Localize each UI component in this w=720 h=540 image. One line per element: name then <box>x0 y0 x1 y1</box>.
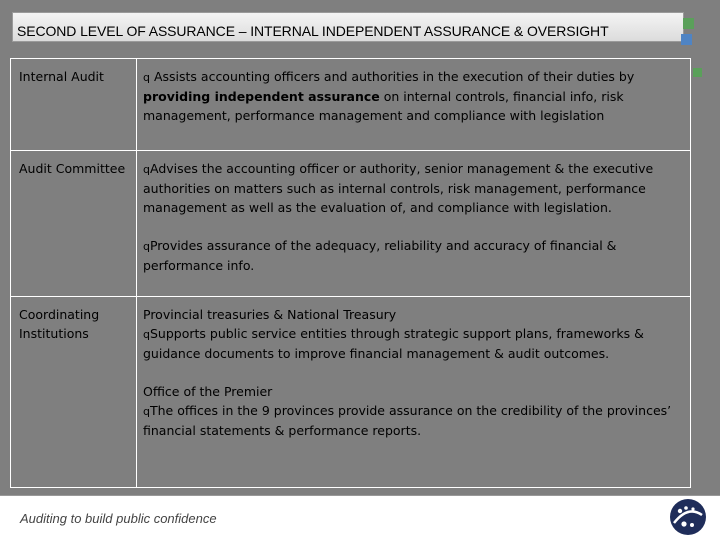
paragraph-text: Advises the accounting officer or authority, senior management & the executive authorities on matters such as internal controls, risk management, performance management as well as the evaluation of, and compliance with legislation. <box>143 161 654 215</box>
checkbox-bullet-icon: q <box>143 405 150 418</box>
footer <box>0 495 720 540</box>
section-heading: Office of the Premier <box>143 384 273 399</box>
row-content-coordinating-institutions <box>143 305 683 440</box>
paragraph-text: Supports public service entities through strategic support plans, frameworks & guidance documents to improve financial management & audit outcomes. <box>143 326 644 361</box>
paragraph-text: on internal controls, financial info, risk management, performance management and compliance with legislation <box>143 89 624 123</box>
decorative-small-green-square-icon <box>693 68 702 77</box>
footer-divider <box>0 495 720 496</box>
checkbox-bullet-icon: q <box>143 163 150 176</box>
table-row-audit-committee <box>11 151 690 297</box>
row-label-audit-committee: Audit Committee <box>19 161 126 176</box>
table-row-internal-audit <box>11 59 690 151</box>
table-row-coordinating-institutions <box>11 297 690 487</box>
assurance-table <box>10 58 691 488</box>
section-heading: Provincial treasuries & National Treasury <box>143 307 397 322</box>
checkbox-bullet-icon: q <box>143 71 150 84</box>
slide-title: SECOND LEVEL OF ASSURANCE – INTERNAL INDEPENDENT ASSURANCE & OVERSIGHT <box>17 23 609 39</box>
footer-tagline: Auditing to build public confidence <box>20 511 217 526</box>
paragraph <box>143 305 683 363</box>
paragraph-text: The offices in the 9 provinces provide assurance on the credibility of the provinces’ financial statements & performance reports. <box>143 403 672 438</box>
agsa-logo-icon <box>666 497 710 537</box>
row-label-coordinating-institutions: Coordinating Institutions <box>19 307 100 341</box>
paragraph-text: Assists accounting officers and authorities in the execution of their duties by <box>149 69 635 84</box>
checkbox-bullet-icon: q <box>143 240 150 253</box>
paragraph <box>143 236 683 275</box>
paragraph <box>143 382 683 440</box>
row-label-internal-audit: Internal Audit <box>19 69 104 84</box>
row-content-audit-committee <box>143 159 683 275</box>
slide-title-bar <box>12 12 684 42</box>
decorative-green-square-icon <box>683 18 694 29</box>
paragraph-bold-text: providing independent assurance <box>143 89 380 104</box>
paragraph <box>143 159 683 217</box>
paragraph <box>143 67 683 125</box>
decorative-blue-square-icon <box>681 34 692 45</box>
row-content-internal-audit <box>143 67 683 125</box>
checkbox-bullet-icon: q <box>143 328 150 341</box>
paragraph-text: Provides assurance of the adequacy, reliability and accuracy of financial & performance info. <box>143 238 617 273</box>
